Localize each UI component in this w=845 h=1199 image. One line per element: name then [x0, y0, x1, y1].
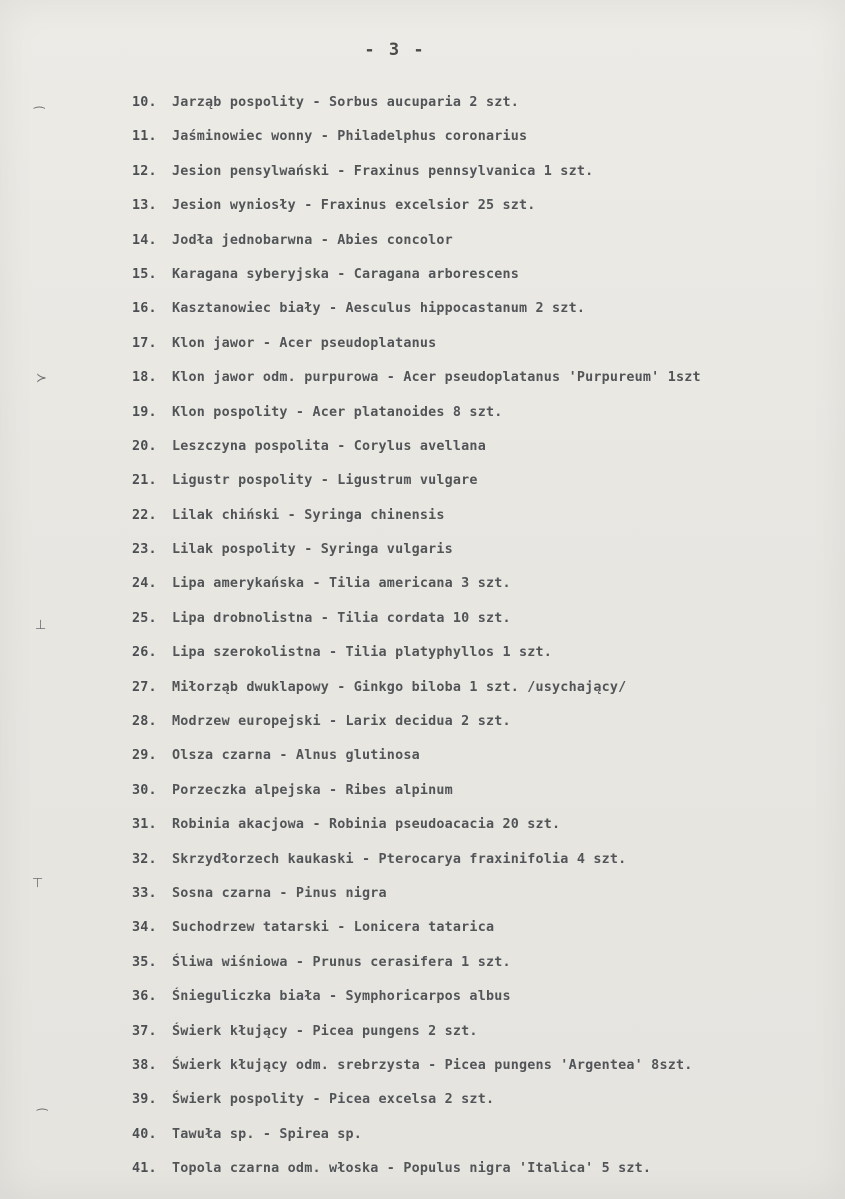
item-text: Klon jawor - Acer pseudoplatanus [172, 335, 437, 351]
list-item [132, 572, 832, 606]
item-text: Ligustr pospolity - Ligustrum vulgare [172, 473, 478, 489]
item-text: Śliwa wiśniowa - Prunus cerasifera 1 szt. [172, 954, 511, 970]
list-item [132, 194, 832, 228]
item-text: Jaśminowiec wonny - Philadelphus coronarius [172, 129, 528, 145]
item-text: Modrzew europejski - Larix decidua 2 szt. [172, 714, 511, 730]
list-item [132, 538, 832, 572]
item-number: 18. [132, 370, 157, 386]
list-item [132, 332, 832, 366]
list-item [132, 125, 832, 159]
item-number: 14. [132, 232, 157, 248]
item-text: Jodła jednobarwna - Abies concolor [172, 232, 453, 248]
item-number: 13. [132, 198, 157, 214]
item-number: 33. [132, 885, 157, 901]
item-number: 40. [132, 1126, 157, 1142]
margin-mark: ⊤ [32, 876, 44, 891]
item-text: Skrzydłorzech kaukaski - Pterocarya fraxinifolia 4 szt. [172, 851, 627, 867]
item-text: Lilak chiński - Syringa chinensis [172, 507, 445, 523]
margin-mark: ⁀ [37, 1110, 48, 1125]
item-number: 38. [132, 1057, 157, 1073]
item-number: 17. [132, 335, 157, 351]
item-text: Jesion pensylwański - Fraxinus pennsylvanica 1 szt. [172, 163, 594, 179]
list-item [132, 1157, 832, 1191]
list-item [132, 744, 832, 778]
list-item [132, 91, 832, 125]
item-text: Świerk kłujący odm. srebrzysta - Picea pungens 'Argentea' 8szt. [172, 1057, 693, 1073]
item-number: 36. [132, 989, 157, 1005]
item-number: 11. [132, 129, 157, 145]
item-text: Śnieguliczka biała - Symphoricarpos albus [172, 989, 511, 1005]
list-item [132, 504, 832, 538]
item-text: Miłorząb dwuklapowy - Ginkgo biloba 1 szt. /usychający/ [172, 679, 627, 695]
item-number: 23. [132, 542, 157, 558]
item-number: 16. [132, 301, 157, 317]
item-number: 26. [132, 645, 157, 661]
item-number: 32. [132, 851, 157, 867]
item-number: 30. [132, 782, 157, 798]
item-text: Klon pospolity - Acer platanoides 8 szt. [172, 404, 503, 420]
list-item [132, 1054, 832, 1088]
item-number: 10. [132, 95, 157, 110]
item-text: Tawuła sp. - Spirea sp. [172, 1126, 363, 1142]
list-item [132, 160, 832, 194]
list-item [132, 469, 832, 503]
item-number: 35. [132, 954, 157, 970]
item-text: Topola czarna odm. włoska - Populus nigra 'Italica' 5 szt. [172, 1161, 652, 1177]
item-text: Leszczyna pospolita - Corylus avellana [172, 438, 486, 454]
margin-mark: ⁀ [34, 108, 45, 123]
item-number: 41. [132, 1161, 157, 1177]
item-number: 22. [132, 507, 157, 523]
list-item [132, 676, 832, 710]
item-number: 25. [132, 610, 157, 626]
item-text: Lipa drobnolistna - Tilia cordata 10 szt. [172, 610, 511, 626]
item-text: Świerk kłujący - Picea pungens 2 szt. [172, 1023, 478, 1039]
item-number: 27. [132, 679, 157, 695]
margin-mark: ≻ [36, 371, 47, 386]
item-text: Olsza czarna - Alnus glutinosa [172, 748, 420, 764]
list-item [132, 813, 832, 847]
item-text: Kasztanowiec biały - Aesculus hippocastanum 2 szt. [172, 301, 586, 317]
item-text: Karagana syberyjska - Caragana arborescens [172, 266, 519, 282]
item-text: Sosna czarna - Pinus nigra [172, 885, 387, 901]
page-number: - 3 - [364, 40, 426, 60]
item-text: Jesion wyniosły - Fraxinus excelsior 25 szt. [172, 198, 536, 214]
species-list [132, 91, 832, 1192]
list-item [132, 951, 832, 985]
item-number: 19. [132, 404, 157, 420]
list-item [132, 1123, 832, 1157]
item-text: Suchodrzew tatarski - Lonicera tatarica [172, 920, 495, 936]
list-item [132, 607, 832, 641]
item-text: Świerk pospolity - Picea excelsa 2 szt. [172, 1092, 495, 1108]
item-number: 28. [132, 714, 157, 730]
list-item [132, 985, 832, 1019]
item-number: 24. [132, 576, 157, 592]
item-text: Klon jawor odm. purpurowa - Acer pseudoplatanus 'Purpureum' 1szt [172, 370, 701, 386]
list-item [132, 641, 832, 675]
item-text: Robinia akacjowa - Robinia pseudoacacia 20 szt. [172, 817, 561, 833]
item-number: 20. [132, 438, 157, 454]
list-item [132, 297, 832, 331]
list-item [132, 1088, 832, 1122]
item-number: 34. [132, 920, 157, 936]
item-number: 39. [132, 1092, 157, 1108]
list-item [132, 401, 832, 435]
item-text: Lipa amerykańska - Tilia americana 3 szt. [172, 576, 511, 592]
list-item [132, 263, 832, 297]
list-item [132, 229, 832, 263]
item-number: 37. [132, 1023, 157, 1039]
list-item [132, 366, 832, 400]
item-number: 21. [132, 473, 157, 489]
item-number: 15. [132, 266, 157, 282]
item-number: 12. [132, 163, 157, 179]
list-item [132, 779, 832, 813]
list-item [132, 916, 832, 950]
list-item [132, 848, 832, 882]
item-text: Lilak pospolity - Syringa vulgaris [172, 542, 453, 558]
item-text: Lipa szerokolistna - Tilia platyphyllos 1 szt. [172, 645, 553, 661]
margin-mark: ⊥ [35, 618, 47, 633]
item-number: 29. [132, 748, 157, 764]
list-item [132, 882, 832, 916]
item-number: 31. [132, 817, 157, 833]
list-item [132, 435, 832, 469]
list-item [132, 710, 832, 744]
list-item [132, 1020, 832, 1054]
item-text: Porzeczka alpejska - Ribes alpinum [172, 782, 453, 798]
item-text: Jarząb pospolity - Sorbus aucuparia 2 szt. [172, 95, 519, 110]
